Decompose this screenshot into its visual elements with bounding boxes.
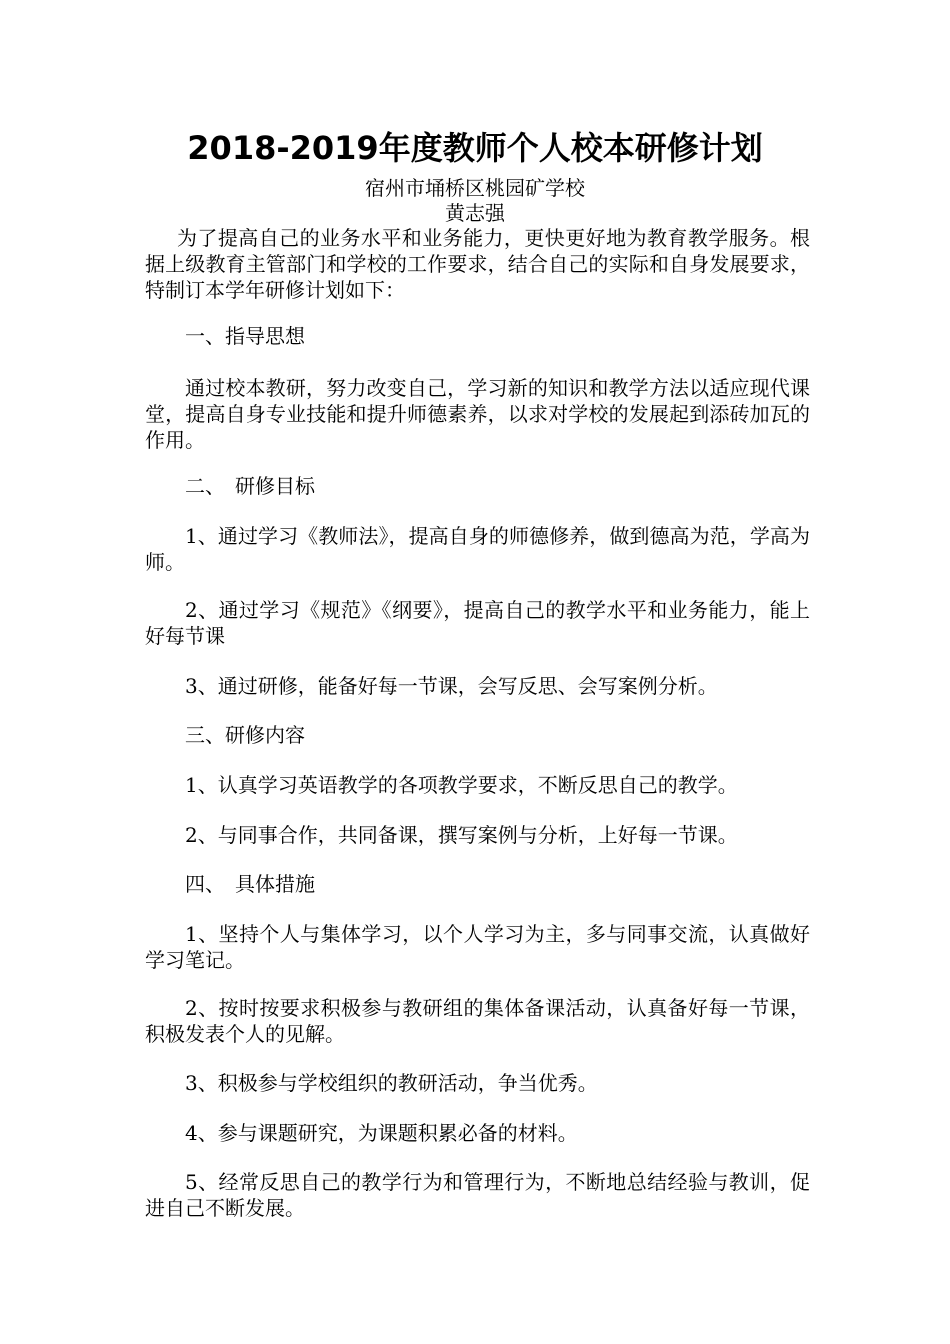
section-heading-content: 三、研修内容: [185, 723, 305, 747]
school-name: 宿州市埇桥区桃园矿学校: [365, 176, 585, 200]
goal-item-3: 3、通过研修，能备好每一节课，会写反思、会写案例分析。: [185, 674, 718, 698]
measure-item-4: 4、参与课题研究，为课题积累必备的材料。: [185, 1121, 578, 1145]
section-heading-measures: 四、 具体措施: [185, 872, 315, 896]
intro-paragraph: 为了提高自己的业务水平和业务能力，更快更好地为教育教学服务。根据上级教育主管部门和学校的工作要求，结合自己的实际和自身发展要求，特制订本学年研修计划如下：: [145, 226, 810, 302]
measure-item-2: 2、按时按要求积极参与教研组的集体备课活动，认真备好每一节课，积极发表个人的见解。: [145, 996, 810, 1046]
author-name: 黄志强: [445, 201, 505, 225]
guiding-ideology-paragraph: 通过校本教研，努力改变自己，学习新的知识和教学方法以适应现代课堂，提高自身专业技能和提升师德素养，以求对学校的发展起到添砖加瓦的作用。: [145, 376, 810, 452]
content-item-2: 2、与同事合作，共同备课，撰写案例与分析，上好每一节课。: [185, 823, 738, 847]
measure-item-5: 5、经常反思自己的教学行为和管理行为，不断地总结经验与教训，促进自己不断发展。: [145, 1170, 810, 1220]
goal-item-1: 1、通过学习《教师法》，提高自身的师德修养，做到德高为范，学高为师。: [145, 524, 810, 574]
goal-item-2: 2、通过学习《规范》《纲要》，提高自己的教学水平和业务能力，能上好每节课: [145, 598, 810, 648]
measure-item-1: 1、坚持个人与集体学习，以个人学习为主，多与同事交流，认真做好学习笔记。: [145, 922, 810, 972]
document-title: 2018-2019年度教师个人校本研修计划: [187, 129, 763, 167]
measure-item-3: 3、积极参与学校组织的教研活动，争当优秀。: [185, 1071, 598, 1095]
section-heading-guiding-ideology: 一、指导思想: [185, 324, 305, 348]
section-heading-goals: 二、 研修目标: [185, 474, 315, 498]
content-item-1: 1、认真学习英语教学的各项教学要求，不断反思自己的教学。: [185, 773, 738, 797]
